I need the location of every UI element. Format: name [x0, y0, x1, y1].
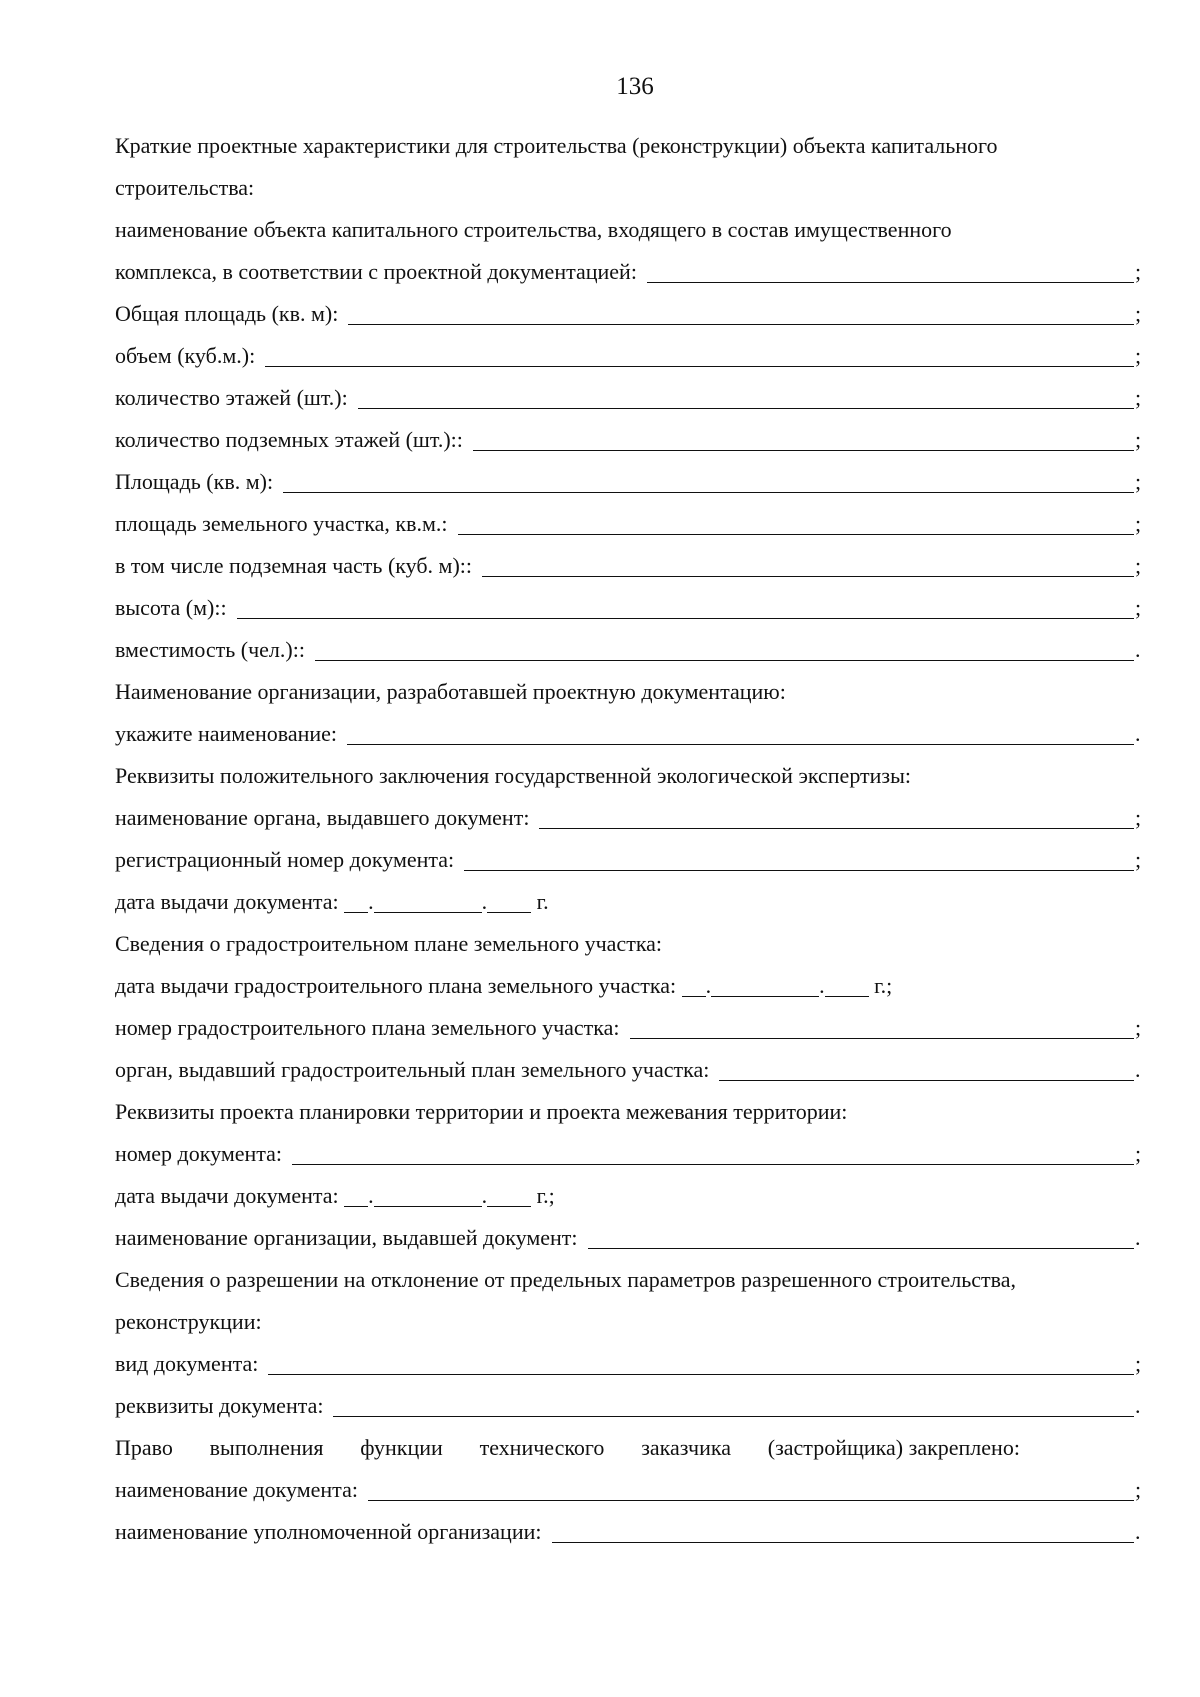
field-issuing-organization: наименование организации, выдавшей документ: .: [115, 1225, 1141, 1250]
area-input[interactable]: [283, 468, 1134, 493]
field-underground-floors: количество подземных этажей (шт.):: ;: [115, 427, 1142, 452]
field-urban-plan-number: номер градостроительного плана земельного участка: ;: [115, 1015, 1142, 1040]
field-document-name: наименование документа: ;: [115, 1477, 1142, 1502]
section-heading-continuation: реконструкции:: [115, 1309, 262, 1334]
date-year-input[interactable]: [487, 1184, 531, 1207]
total-area-input[interactable]: [348, 300, 1134, 325]
field-volume: объем (куб.м.): ;: [115, 343, 1142, 368]
field-capacity: вместимость (чел.):: .: [115, 637, 1141, 662]
floors-input[interactable]: [358, 384, 1134, 409]
section-heading-territory-planning: Реквизиты проекта планировки территории и проекта межевания территории:: [115, 1099, 848, 1124]
section-heading-technical-customer: Право выполнения функции технического заказчика (застройщика) закреплено:: [115, 1435, 1020, 1460]
date-month-input[interactable]: [374, 890, 482, 913]
height-input[interactable]: [237, 594, 1134, 619]
organization-name-input[interactable]: [347, 720, 1134, 745]
date-year-input[interactable]: [825, 974, 869, 997]
field-urban-plan-date: дата выдачи градостроительного плана земельного участка: . . г.;: [115, 973, 893, 998]
section-heading-continuation: строительства:: [115, 175, 255, 200]
field-registration-number: регистрационный номер документа: ;: [115, 847, 1142, 872]
underground-volume-input[interactable]: [482, 552, 1134, 577]
object-name-input[interactable]: [647, 258, 1134, 283]
field-underground-volume: в том числе подземная часть (куб. м):: ;: [115, 553, 1142, 578]
registration-number-input[interactable]: [464, 846, 1134, 871]
section-heading-design-characteristics: Краткие проектные характеристики для строительства (реконструкции) объекта капитального: [115, 133, 998, 158]
section-heading-urban-plan: Сведения о градостроительном плане земельного участка:: [115, 931, 663, 956]
label-object-name: наименование объекта капитального строительства, входящего в состав имущественного: [115, 217, 952, 242]
date-day-input[interactable]: [344, 890, 368, 913]
field-object-name: комплекса, в соответствии с проектной документацией: ;: [115, 259, 1142, 284]
field-document-details: реквизиты документа: .: [115, 1393, 1141, 1418]
field-land-plot-area: площадь земельного участка, кв.м.: ;: [115, 511, 1142, 536]
field-document-number: номер документа: ;: [115, 1141, 1142, 1166]
underground-floors-input[interactable]: [473, 426, 1134, 451]
section-heading-deviation-permit: Сведения о разрешении на отклонение от предельных параметров разрешенного строительства,: [115, 1267, 1017, 1292]
document-type-input[interactable]: [268, 1350, 1134, 1375]
field-document-type: вид документа: ;: [115, 1351, 1142, 1376]
field-area: Площадь (кв. м): ;: [115, 469, 1142, 494]
form-content: [115, 125, 1145, 1553]
issuing-organization-input[interactable]: [588, 1224, 1134, 1249]
page-number: 136: [616, 73, 654, 100]
field-total-area: Общая площадь (кв. м): ;: [115, 301, 1142, 326]
section-heading-design-organization: Наименование организации, разработавшей проектную документацию:: [115, 679, 786, 704]
field-organization-name: укажите наименование: .: [115, 721, 1141, 746]
date-day-input[interactable]: [344, 1184, 368, 1207]
field-issuing-authority: наименование органа, выдавшего документ: ;: [115, 805, 1142, 830]
volume-input[interactable]: [265, 342, 1134, 367]
document-number-input[interactable]: [292, 1140, 1134, 1165]
field-height: высота (м):: ;: [115, 595, 1142, 620]
urban-plan-number-input[interactable]: [630, 1014, 1134, 1039]
urban-plan-authority-input[interactable]: [719, 1056, 1134, 1081]
date-month-input[interactable]: [374, 1184, 482, 1207]
date-month-input[interactable]: [711, 974, 819, 997]
capacity-input[interactable]: [315, 636, 1134, 661]
land-plot-area-input[interactable]: [458, 510, 1134, 535]
document-name-input[interactable]: [368, 1476, 1134, 1501]
section-heading-ecological-expertise: Реквизиты положительного заключения государственной экологической экспертизы:: [115, 763, 912, 788]
date-year-input[interactable]: [487, 890, 531, 913]
field-issue-date-expertise: дата выдачи документа: . . г.: [115, 889, 549, 914]
field-issue-date-planning: дата выдачи документа: . . г.;: [115, 1183, 555, 1208]
date-day-input[interactable]: [682, 974, 706, 997]
field-authorized-organization: наименование уполномоченной организации: .: [115, 1519, 1141, 1544]
document-details-input[interactable]: [333, 1392, 1134, 1417]
issuing-authority-input[interactable]: [539, 804, 1134, 829]
authorized-organization-input[interactable]: [552, 1518, 1135, 1543]
field-urban-plan-authority: орган, выдавший градостроительный план земельного участка: .: [115, 1057, 1141, 1082]
field-floors: количество этажей (шт.): ;: [115, 385, 1142, 410]
